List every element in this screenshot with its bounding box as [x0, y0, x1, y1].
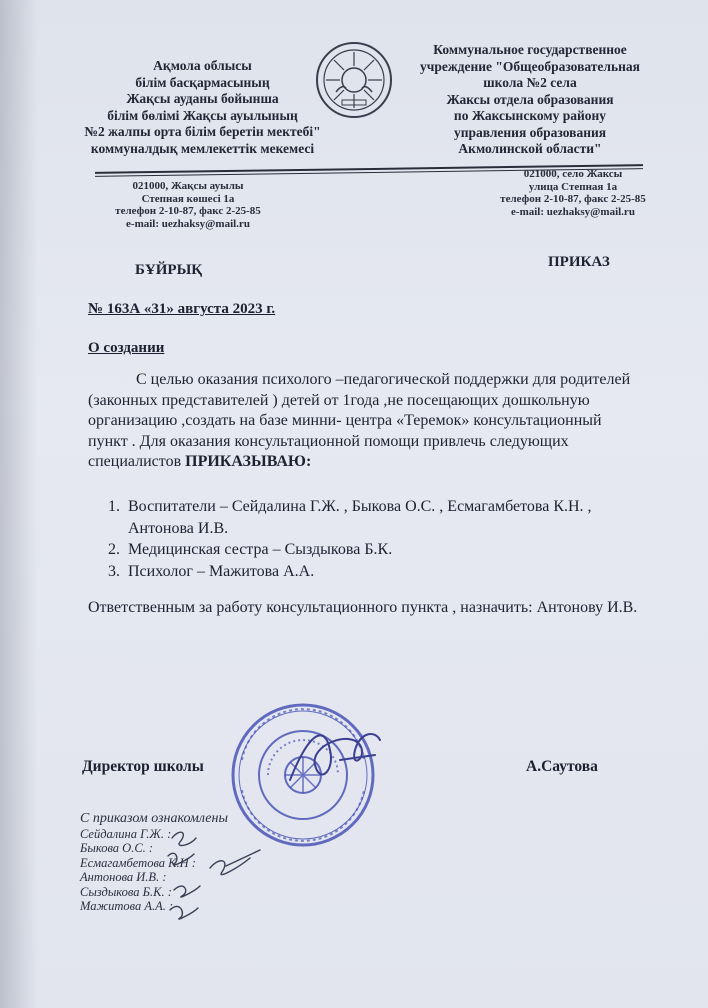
state-emblem-icon — [314, 40, 394, 120]
title-russian: ПРИКАЗ — [548, 254, 610, 270]
header-right-line: Жаксы отдела образования — [446, 91, 614, 107]
address-line: Степная көшесі 1а — [141, 192, 235, 205]
address-left — [88, 180, 288, 230]
header-right-russian — [410, 42, 650, 158]
specialist-list — [88, 496, 648, 582]
acknowledgement-name: Сейдалина Г.Ж. : — [80, 826, 172, 841]
address-right — [478, 168, 668, 218]
address-line: телефон 2-10-87, факс 2-25-85 — [115, 205, 261, 217]
order-number: № 163А «31» августа 2023 г. — [88, 301, 276, 317]
list-number: 3. — [108, 562, 120, 580]
header-left-line: Ақмола облысы — [153, 58, 252, 73]
header-left-kazakh — [80, 58, 325, 157]
address-line: 021000, село Жаксы — [523, 168, 623, 180]
body-text: С целью оказания психолого –педагогической поддержки для родителей (законных представителей ) детей от 1года ,не посещающих дошкольную организацию ,создать на базе минни- центра «Теремок» консультационный пункт . Для оказания консультационной помощи привлечь следующих специалистов — [88, 371, 631, 470]
acknowledgement-signatures-icon — [150, 820, 270, 930]
header-left-line: білім бөлімі Жақсы ауылының — [107, 107, 298, 123]
acknowledgement-name: Мажитова А.А. : — [80, 899, 174, 913]
order-body — [88, 370, 636, 473]
acknowledgement-name: Есмагамбетова К.Н : — [80, 855, 196, 870]
title-kazakh: БҰЙРЫҚ — [135, 262, 203, 278]
header-right-line: по Жаксынскому району — [453, 108, 607, 123]
director-name: А.Саутова — [526, 758, 598, 775]
acknowledgement-name: Антонова И.В. : — [80, 870, 167, 884]
address-line: e-mail: uezhaksy@mail.ru — [126, 217, 250, 230]
acknowledgement-heading: С приказом ознакомлены — [80, 811, 228, 826]
list-number: 1. — [108, 498, 120, 515]
header-right-line: Коммунальное государственное — [433, 42, 627, 57]
header-right-line: управления образования — [453, 124, 607, 140]
header-left-line: коммуналдық мемлекеттік мекемесі — [90, 140, 315, 156]
director-title: Директор школы — [82, 758, 204, 775]
body-emphasis: ПРИКАЗЫВАЮ: — [185, 453, 312, 470]
responsible-person: Ответственным за работу консультационного пункта , назначить: Антонову И.В. — [88, 599, 638, 616]
header-left-line: №2 жалпы орта білім беретін мектебі" — [84, 124, 321, 139]
address-line: e-mail: uezhaksy@mail.ru — [511, 205, 635, 218]
list-number: 2. — [108, 541, 120, 558]
header-left-line: Жақсы ауданы бойынша — [126, 91, 279, 106]
address-line: 021000, Жақсы ауылы — [132, 180, 244, 192]
acknowledgement-name: Быкова О.С. : — [80, 841, 154, 855]
list-text: Воспитатели – Сейдалина Г.Ж. , Быкова О.С. , Есмагамбетова К.Н. , Антонова И.В. — [128, 498, 592, 537]
order-subject: О создании — [88, 340, 165, 356]
header-right-line: учреждение "Общеобразовательная — [420, 58, 640, 74]
address-line: улица Степная 1а — [528, 180, 618, 193]
list-text: Психолог – Мажитова А.А. — [128, 562, 315, 580]
list-item — [88, 561, 648, 583]
address-line: телефон 2-10-87, факс 2-25-85 — [500, 193, 646, 205]
acknowledgement-name: Сыздыкова Б.К. : — [80, 884, 172, 899]
header-right-line: Акмолинской области" — [458, 141, 602, 156]
header-left-line: білім басқармасының — [135, 74, 270, 90]
list-text: Медицинская сестра – Сыздыкова Б.К. — [128, 541, 393, 558]
director-signature-icon — [280, 710, 390, 800]
list-item — [88, 539, 648, 561]
list-item — [88, 496, 648, 539]
header-right-line: школа №2 села — [483, 75, 577, 90]
